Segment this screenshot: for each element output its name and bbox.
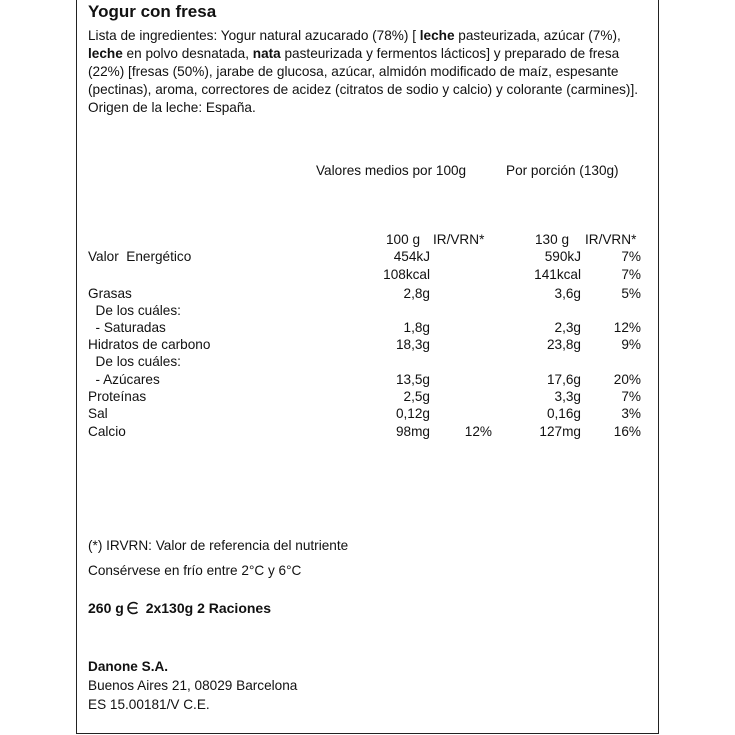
company-registry: ES 15.00181/V C.E. bbox=[88, 697, 210, 712]
company-address: Buenos Aires 21, 08029 Barcelona bbox=[88, 678, 298, 693]
value-100g: 1,8g bbox=[403, 320, 430, 335]
irvrn-100g: 12% bbox=[464, 424, 492, 439]
ingredients-list bbox=[88, 27, 648, 117]
value-130g: 141kcal bbox=[534, 267, 581, 282]
servings-value: 2 Raciones bbox=[197, 600, 272, 616]
value-100g: 0,12g bbox=[395, 406, 430, 421]
nutrient-label: Sal bbox=[88, 406, 108, 421]
nutrient-label: Hidratos de carbono bbox=[88, 337, 211, 352]
value-130g: 3,6g bbox=[554, 286, 581, 301]
value-100g: 2,5g bbox=[403, 389, 430, 404]
nutrient-label: De los cuáles: bbox=[88, 303, 181, 318]
net-weight-value: 260 g bbox=[88, 600, 124, 616]
value-130g: 23,8g bbox=[546, 337, 581, 352]
irvrn-130g: 16% bbox=[613, 424, 641, 439]
nutrient-label: - Azúcares bbox=[88, 372, 160, 387]
ingredients-text: en polvo desnatada, bbox=[122, 46, 253, 61]
estimated-sign-icon bbox=[126, 601, 140, 615]
company-name: Danone S.A. bbox=[88, 659, 169, 674]
col-irvrn-130g: IR/VRN* bbox=[585, 232, 637, 247]
nutrient-label: Calcio bbox=[88, 424, 126, 439]
product-title: Yogur con fresa bbox=[88, 2, 217, 21]
col-100g: 100 g bbox=[386, 232, 421, 247]
units-value: 2x130g bbox=[145, 600, 194, 616]
col-irvrn-100g: IR/VRN* bbox=[433, 232, 485, 247]
value-130g: 590kJ bbox=[544, 249, 581, 264]
ingredients-text: pasteurizada y fermentos lácticos] y preparado de fresa (22%) [fresas (50%), jarabe de glucosa, azúcar, almidón modificado de maíz, espesante (pectinas), aroma, correctores de acidez (citratos de sodio y calcio) y colorante (carmines)]. Origen de la leche: España. bbox=[88, 46, 639, 115]
irvrn-footnote: (*) IRVRN: Valor de referencia del nutriente bbox=[88, 538, 349, 553]
allergen-highlight: leche bbox=[419, 28, 455, 43]
irvrn-130g: 20% bbox=[613, 372, 641, 387]
ingredients-text: pasteurizada, azúcar (7%), bbox=[454, 28, 621, 43]
irvrn-130g: 12% bbox=[613, 320, 641, 335]
nutrient-label: Grasas bbox=[88, 286, 132, 301]
ingredients-text: Lista de ingredientes: Yogur natural azucarado (78%) [ bbox=[88, 28, 420, 43]
storage-note: Consérvese en frío entre 2°C y 6°C bbox=[88, 563, 302, 578]
irvrn-130g: 5% bbox=[621, 286, 641, 301]
value-130g: 127mg bbox=[539, 424, 581, 439]
value-130g: 3,3g bbox=[554, 389, 581, 404]
value-130g: 0,16g bbox=[546, 406, 581, 421]
value-100g: 98mg bbox=[395, 424, 430, 439]
value-100g: 108kcal bbox=[383, 267, 430, 282]
net-weight bbox=[88, 600, 271, 616]
header-per-100g: Valores medios por 100g bbox=[316, 163, 467, 178]
value-130g: 2,3g bbox=[554, 320, 581, 335]
header-per-portion: Por porción (130g) bbox=[506, 163, 619, 178]
nutrient-label: Proteínas bbox=[88, 389, 147, 404]
value-100g: 454kJ bbox=[393, 249, 430, 264]
value-100g: 13,5g bbox=[395, 372, 430, 387]
value-100g: 18,3g bbox=[395, 337, 430, 352]
irvrn-130g: 3% bbox=[621, 406, 641, 421]
col-130g: 130 g bbox=[535, 232, 570, 247]
value-130g: 17,6g bbox=[546, 372, 581, 387]
nutrient-label: - Saturadas bbox=[88, 320, 166, 335]
value-100g: 2,8g bbox=[403, 286, 430, 301]
nutrient-label: De los cuáles: bbox=[88, 354, 181, 369]
allergen-highlight: nata bbox=[252, 46, 281, 61]
irvrn-130g: 7% bbox=[621, 249, 641, 264]
irvrn-130g: 7% bbox=[621, 267, 641, 282]
irvrn-130g: 9% bbox=[621, 337, 641, 352]
allergen-highlight: leche bbox=[88, 46, 123, 61]
nutrient-label: Valor Energético bbox=[88, 249, 192, 264]
irvrn-130g: 7% bbox=[621, 389, 641, 404]
